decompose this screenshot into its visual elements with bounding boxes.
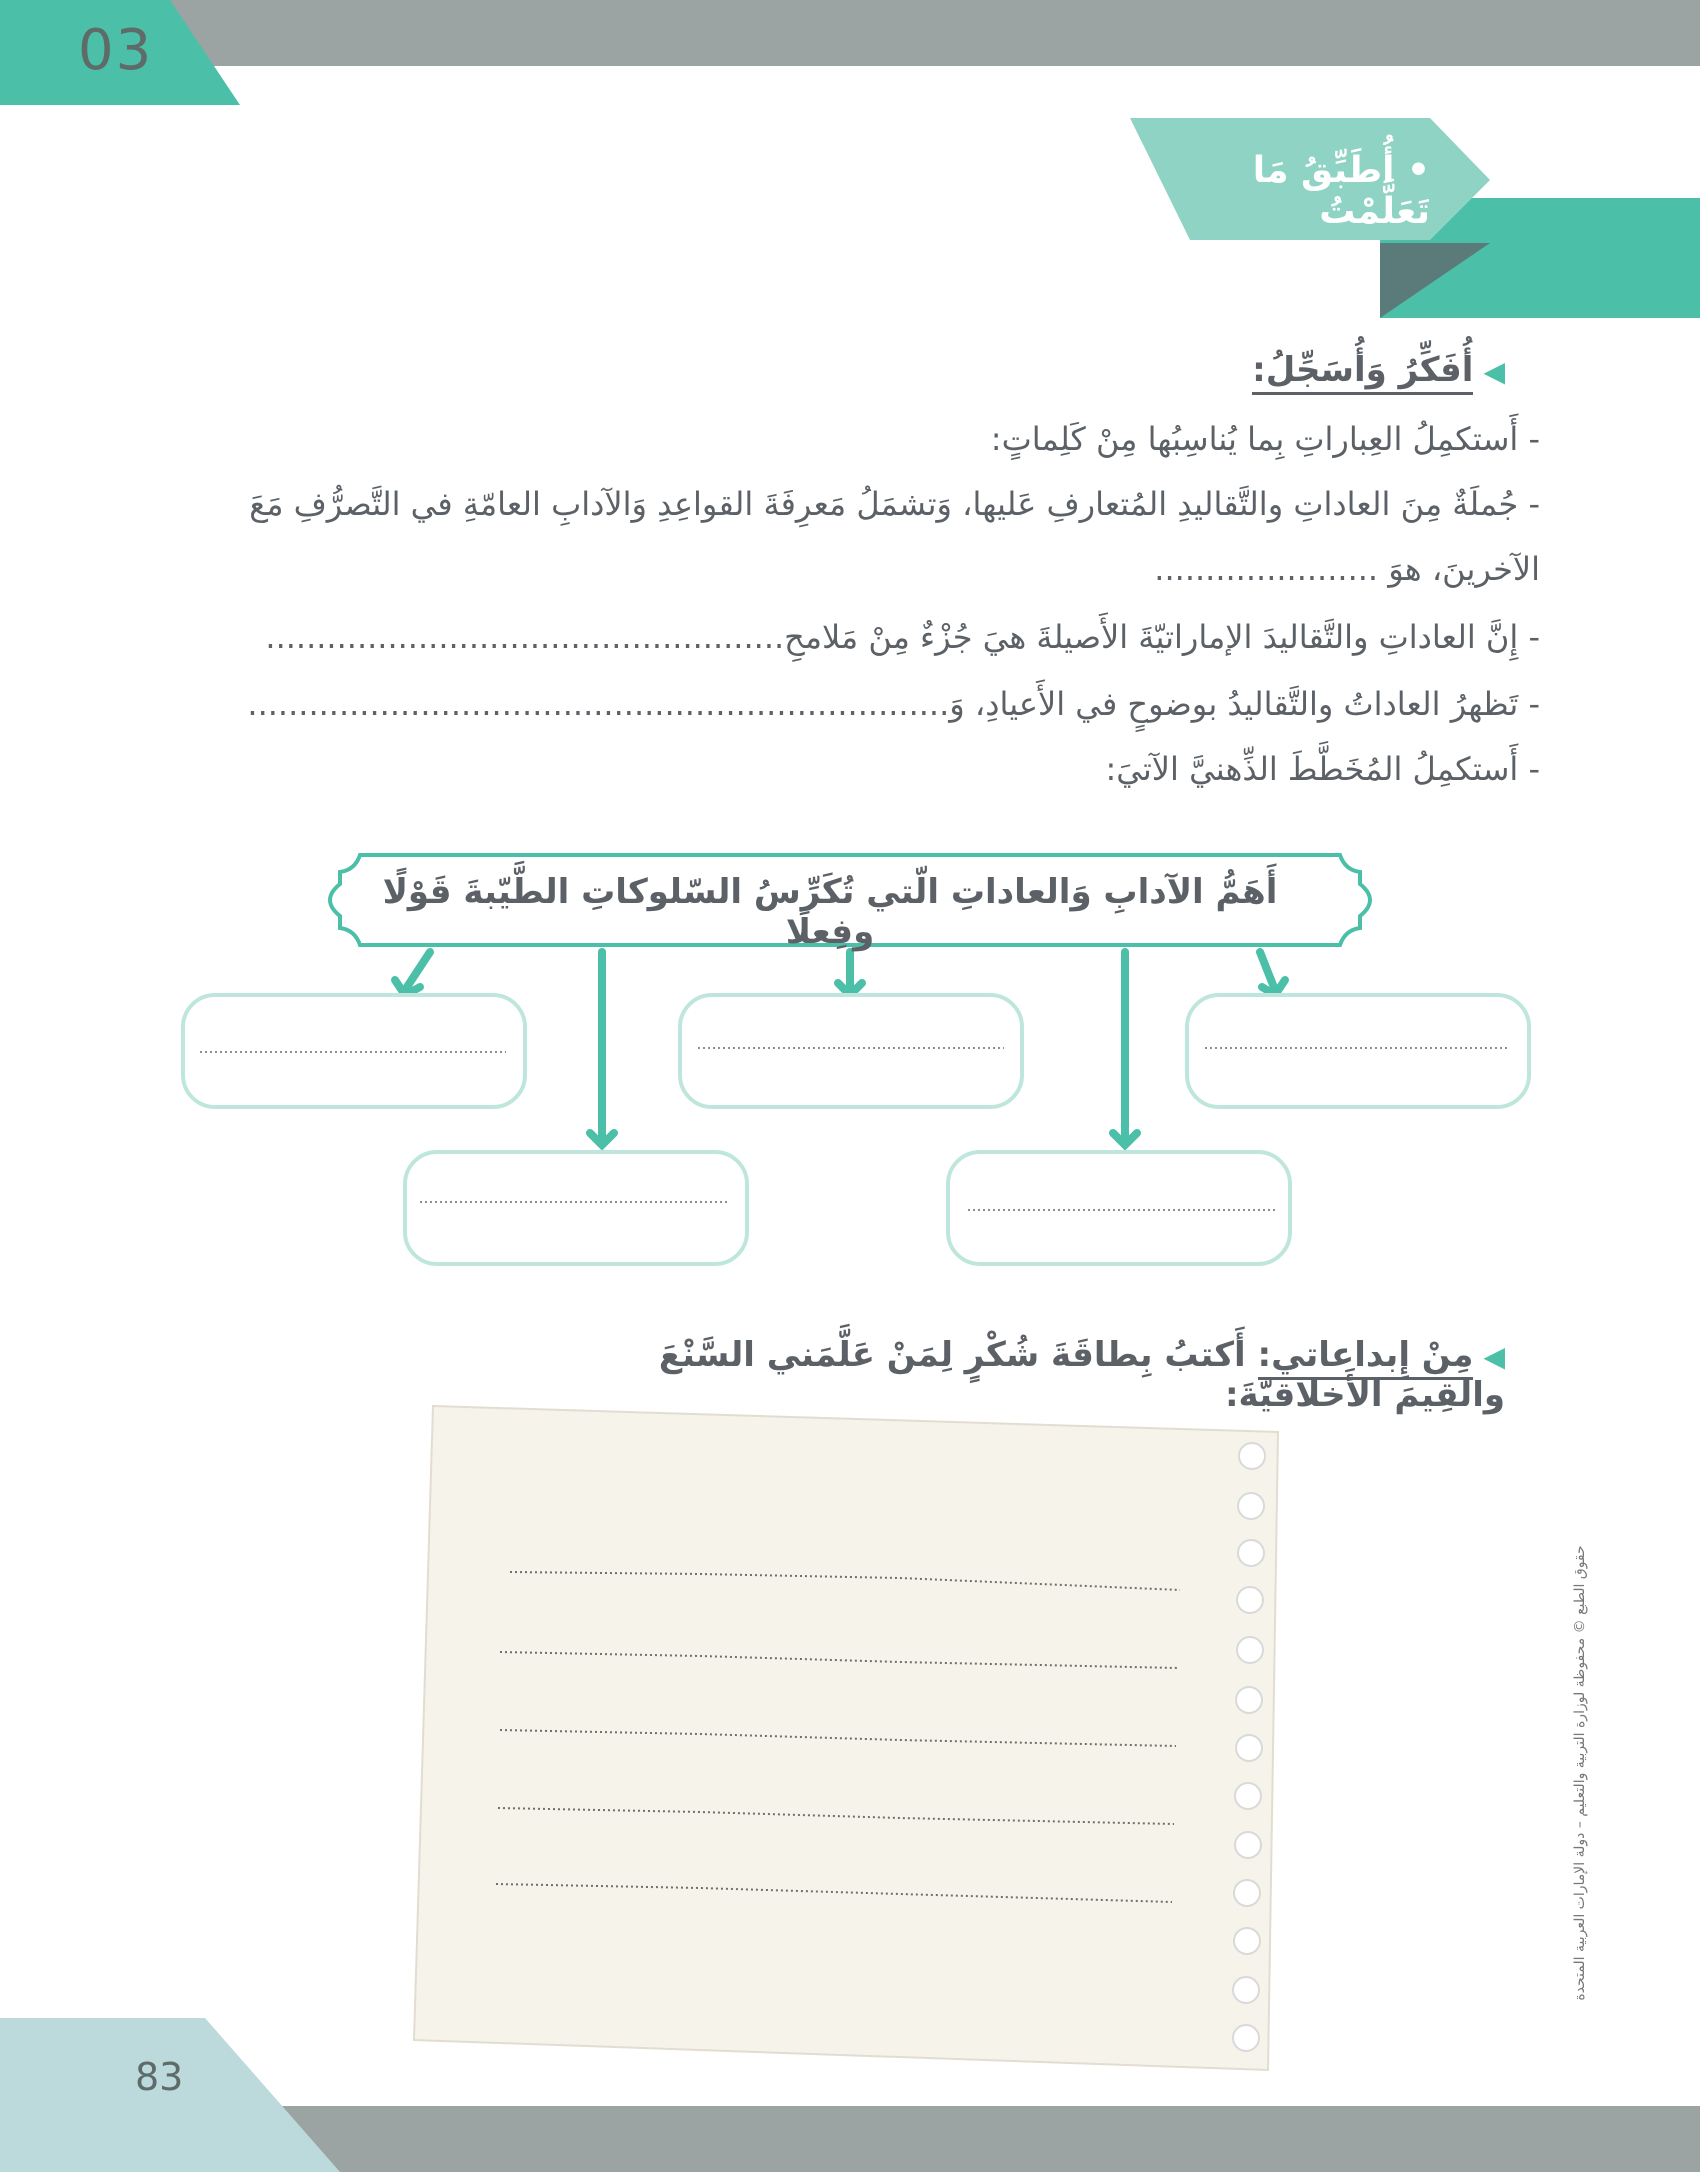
mind-map-box-2 — [680, 995, 1022, 1107]
triangle-bullet-icon: ◀ — [1483, 355, 1505, 388]
mind-map-box-3 — [183, 995, 525, 1107]
think-line-1: - جُملَةٌ مِنَ العاداتِ والتَّقاليدِ المُتعارفِ عَليها، وَتشمَلُ مَعرِفَةَ القواعِدِ وَالآدابِ العامّةِ في التَّصرُّفِ مَعَ — [249, 485, 1540, 523]
think-line-4: - تَظهرُ العاداتُ والتَّقاليدُ بوضوحٍ في الأَعيادِ، وَ..................................................................... — [247, 685, 1540, 723]
think-line-5: - أَستكمِلُ المُخَطَّطَ الذِّهنيَّ الآتيَ: — [1105, 750, 1540, 788]
mind-map-box-5 — [405, 1152, 747, 1264]
note-paper[interactable] — [400, 1400, 1300, 2080]
triangle-bullet-icon: ◀ — [1483, 1340, 1505, 1373]
mind-map-title: أَهَمُّ الآدابِ وَالعاداتِ الّتي تُكَرِّسُ السّلوكاتِ الطَّيّبةَ قَوْلًا وفِعلًا — [382, 872, 1278, 952]
think-line-3: - إِنَّ العاداتِ والتَّقاليدَ الإماراتيّةَ الأَصيلةَ هيَ جُزْءٌ مِنْ مَلامحِ................................................... — [265, 618, 1540, 656]
creative-heading: ◀مِنْ إِبداعاتي: أَكتبُ بِطاقَةَ شُكْرٍ لِمَنْ عَلَّمَني السَّنْعَ والقِيمَ الأَخلاقيّةَ: — [658, 1335, 1505, 1415]
think-instruction: - أَستكمِلُ العِباراتِ بِما يُناسِبُها مِنْ كَلِماتٍ: — [990, 420, 1540, 458]
think-line-2: الآخرينَ، هوَ ...................... — [1154, 550, 1540, 588]
copyright-side-text: حقوق الطبع © محفوظة لوزارة التربية والتعليم – دولة الإمارات العربية المتحدة — [1572, 1545, 1588, 2001]
mind-map-box-1 — [1187, 995, 1529, 1107]
think-heading: ◀أُفَكِّرُ وَأُسَجِّلُ: — [1000, 350, 1505, 390]
page-number: 83 — [135, 2055, 184, 2099]
top-bar — [0, 0, 1700, 66]
chapter-number: 03 — [78, 18, 154, 83]
mind-map-box-4 — [948, 1152, 1290, 1264]
section-title: • أُطَبِّقُ مَا تَعَلَّمْتُ — [1252, 150, 1430, 232]
